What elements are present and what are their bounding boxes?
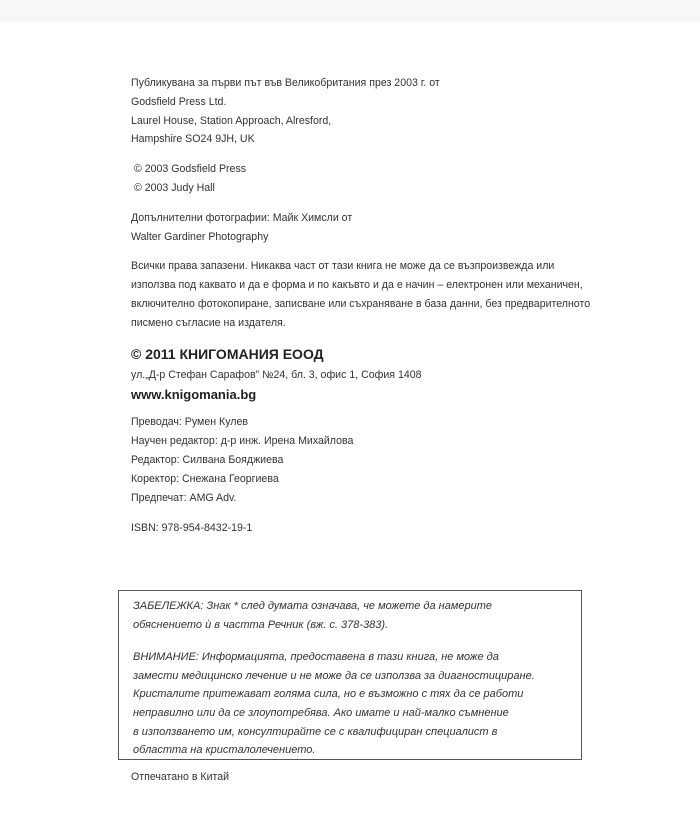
- imprint-block: [131, 74, 631, 550]
- warning-line: областта на кристалолечението.: [133, 744, 316, 757]
- warning-line: в използването им, консултирайте се с квалифициран специалист в: [133, 725, 498, 738]
- warning-paragraph: [133, 648, 581, 760]
- rights-reserved: [131, 257, 631, 332]
- note-paragraph: [133, 597, 581, 634]
- photo-credits: [131, 209, 631, 247]
- copyright-line: © 2003 Godsfield Press: [134, 163, 247, 176]
- publication-line: Laurel House, Station Approach, Alresford,: [131, 114, 332, 127]
- rights-line: включително фотокопиране, записване или съхраняване в база данни, без предварителното: [131, 297, 591, 310]
- rights-line: Всички права запазени. Никаква част от тази книга не може да се възпроизвежда или: [131, 260, 555, 273]
- warning-line: замести медицинско лечение и не може да се използва за диагностициране.: [133, 669, 535, 682]
- publication-line: Hampshire SO24 9JH, UK: [131, 133, 255, 146]
- warning-line: Кристалите притежават голяма сила, но е възможно с тях да се работи: [133, 688, 524, 701]
- warning-line: неправилно или да се злоупотребява. Ако имате и най-малко съмнение: [133, 706, 509, 719]
- credit-line: Научен редактор: д-р инж. Ирена Михайлова: [131, 435, 354, 448]
- publisher-address: ул.„Д-р Стефан Сарафов” №24, бл. 3, офис 1, София 1408: [131, 368, 422, 381]
- notice-box: [118, 590, 582, 760]
- publisher-website: www.knigomania.bg: [131, 387, 257, 403]
- photo-credit-line: Допълнителни фотографии: Майк Химсли от: [131, 211, 353, 224]
- copyright-line: © 2003 Judy Hall: [134, 181, 215, 194]
- book-credits: [131, 413, 631, 507]
- credit-line: Преводач: Румен Кулев: [131, 416, 248, 429]
- printed-in: Отпечатано в Китай: [131, 771, 230, 783]
- publisher-name: © 2011 КНИГОМАНИЯ ЕООД: [131, 345, 324, 362]
- rights-line: използва под каквато и да е форма и по какъвто и да е начин – електронен или механичен,: [131, 279, 583, 292]
- publication-line: Godsfield Press Ltd.: [131, 95, 227, 108]
- note-line: обяснението ѝ в частта Речник (вж. с. 378-383).: [133, 618, 389, 631]
- rights-line: писмено съгласие на издателя.: [131, 316, 286, 329]
- photo-credit-line: Walter Gardiner Photography: [131, 230, 269, 243]
- top-margin: [0, 0, 700, 22]
- credit-line: Предпечат: AMG Adv.: [131, 491, 237, 504]
- copyright-notices: [131, 160, 631, 198]
- credit-line: Коректор: Снежана Георгиева: [131, 472, 279, 485]
- isbn: ISBN: 978-954-8432-19-1: [131, 522, 253, 535]
- publication-line: Публикувана за първи път във Великобритания през 2003 г. от: [131, 77, 440, 89]
- first-publication: [131, 74, 631, 149]
- warning-line: ВНИМАНИЕ: Информацията, предоставена в тази книга, не може да: [133, 651, 499, 664]
- credit-line: Редактор: Силвана Бояджиева: [131, 453, 284, 466]
- note-line: ЗАБЕЛЕЖКА: Знак * след думата означава, че можете да намерите: [133, 600, 493, 612]
